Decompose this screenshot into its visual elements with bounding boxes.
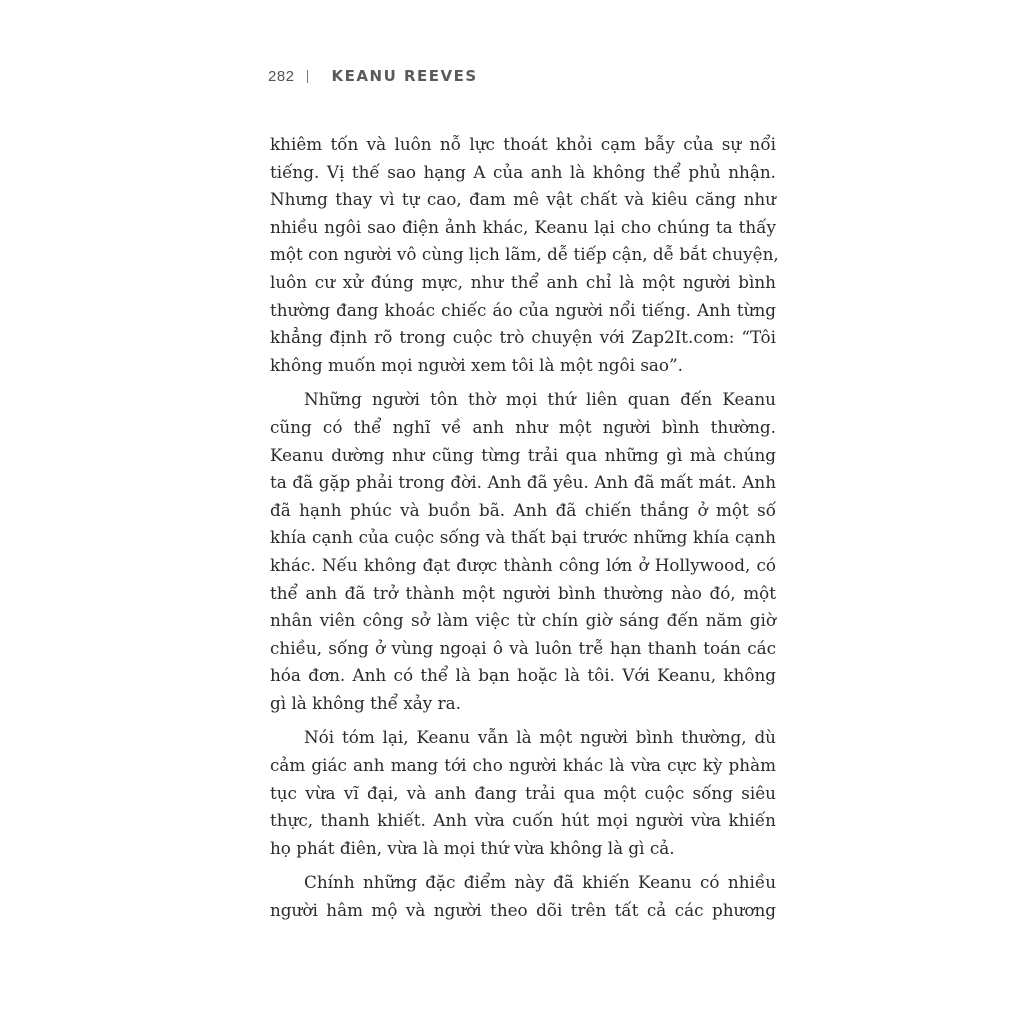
text-line: người hâm mộ và người theo dõi trên tất cả các phương — [270, 900, 776, 921]
paragraph-3 — [270, 724, 776, 862]
text-line: không muốn mọi người xem tôi là một ngôi sao”. — [270, 354, 683, 375]
text-line: Những người tôn thờ mọi thứ liên quan đến Keanu — [304, 389, 776, 410]
text-line: thực, thanh khiết. Anh vừa cuốn hút mọi người vừa khiến — [270, 810, 776, 831]
text-line: gì là không thể xảy ra. — [270, 692, 461, 713]
body-text — [270, 131, 779, 932]
text-line: thể anh đã trở thành một người bình thường nào đó, một — [270, 582, 776, 603]
text-line: cảm giác anh mang tới cho người khác là vừa cực kỳ phàm — [270, 755, 776, 776]
text-line: khác. Nếu không đạt được thành công lớn ở Hollywood, có — [270, 554, 776, 575]
paragraph-4 — [270, 869, 776, 924]
text-line: Nhưng thay vì tự cao, đam mê vật chất và kiêu căng như — [270, 189, 776, 210]
text-line: nhiều ngôi sao điện ảnh khác, Keanu lại cho chúng ta thấy — [270, 216, 776, 237]
text-line: một con người vô cùng lịch lãm, dễ tiếp cận, dễ bắt chuyện, — [270, 244, 779, 265]
paragraph-2 — [270, 386, 776, 717]
page-number: 282 — [268, 67, 295, 85]
text-line: luôn cư xử đúng mực, như thể anh chỉ là một người bình — [270, 271, 776, 292]
book-title: KEANU REEVES — [331, 67, 478, 85]
text-line: ta đã gặp phải trong đời. Anh đã yêu. Anh đã mất mát. Anh — [270, 472, 776, 493]
text-line: nhân viên công sở làm việc từ chín giờ sáng đến năm giờ — [270, 610, 776, 631]
text-line: cũng có thể nghĩ về anh như một người bình thường. — [270, 416, 776, 437]
text-line: hóa đơn. Anh có thể là bạn hoặc là tôi. Với Keanu, không — [270, 665, 776, 686]
text-line: Nói tóm lại, Keanu vẫn là một người bình thường, dù — [304, 727, 776, 748]
header-divider — [307, 70, 308, 83]
text-line: thường đang khoác chiếc áo của người nổi tiếng. Anh từng — [270, 299, 776, 320]
text-line: tiếng. Vị thế sao hạng A của anh là không thể phủ nhận. — [270, 161, 776, 182]
running-head — [268, 64, 478, 88]
paragraph-1 — [270, 131, 779, 379]
text-line: Chính những đặc điểm này đã khiến Keanu có nhiều — [304, 872, 776, 893]
text-line: khía cạnh của cuộc sống và thất bại trước những khía cạnh — [270, 527, 776, 548]
text-line: khẳng định rõ trong cuộc trò chuyện với Zap2It.com: “Tôi — [270, 327, 776, 348]
text-line: đã hạnh phúc và buồn bã. Anh đã chiến thắng ở một số — [270, 499, 776, 520]
text-line: chiều, sống ở vùng ngoại ô và luôn trễ hạn thanh toán các — [270, 637, 776, 658]
text-line: Keanu dường như cũng từng trải qua những gì mà chúng — [270, 444, 776, 465]
text-line: tục vừa vĩ đại, và anh đang trải qua một cuộc sống siêu — [270, 782, 776, 803]
text-line: khiêm tốn và luôn nỗ lực thoát khỏi cạm bẫy của sự nổi — [270, 134, 776, 154]
text-line: họ phát điên, vừa là mọi thứ vừa không là gì cả. — [270, 837, 675, 858]
